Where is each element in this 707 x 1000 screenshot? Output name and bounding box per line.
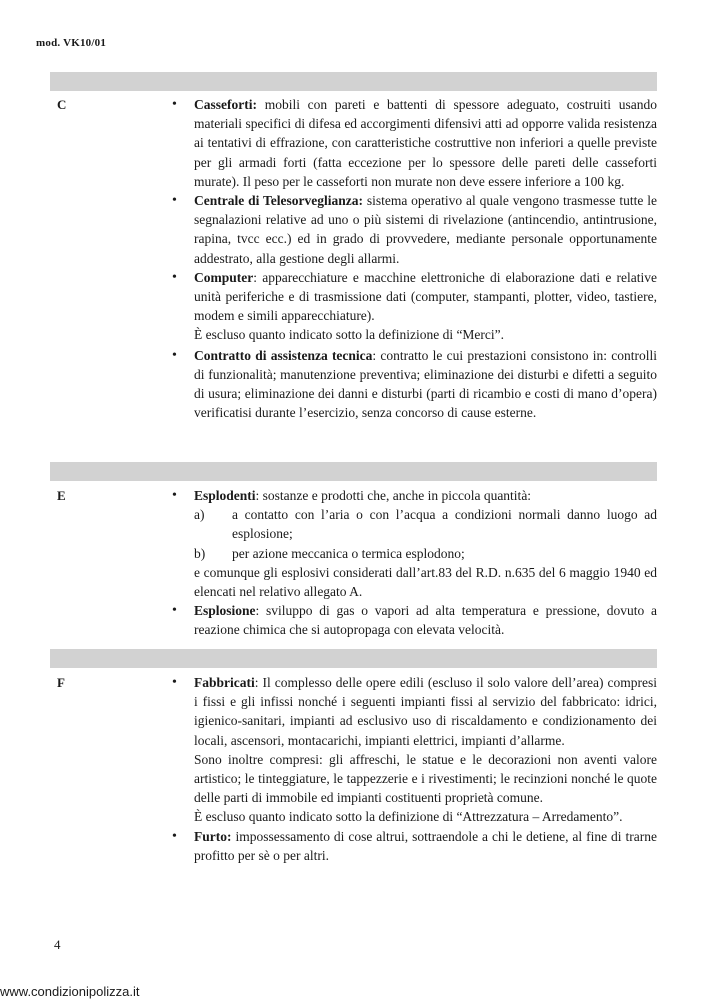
definition-text: : sostanze e prodotti che, anche in piccola quantità: (255, 488, 532, 503)
bullet-icon: • (172, 269, 177, 285)
definition-text: : sviluppo di gas o vapori ad alta temperatura e pressione, dovuto a reazione chimica che si autopropaga con elevata velocità. (194, 603, 657, 638)
definition-term: Esplosione (194, 603, 256, 619)
definition-text: : Il complesso delle opere edili (escluso il solo valore dell’area) compresi i fissi e gli infissi nonché i seguenti impianti fissi al servizio del fabbricato: idrici, igienico-sanitari, impianti ad esclusivo uso di riscaldamento e condizionamento dei locali, ascensori, montacarichi, impianti elettrici, impianti d’allarme. (194, 675, 657, 748)
section-c-entries (172, 95, 657, 422)
page-number: 4 (54, 937, 61, 952)
bullet-icon: • (172, 193, 177, 209)
section-e-entries (172, 486, 657, 640)
definition-text: sistema operativo al quale vengono trasmesse tutte le segnalazioni relative ad uno o più sistemi di rivelazione (antincendio, antintrusione, rapina, tvcc ecc.) ed in grado di provvedere, mediante personale opportunamente addestrato, alla gestione degli allarmi. (194, 193, 657, 266)
subitem-label: b) (194, 545, 206, 561)
subitem-text: a contatto con l’aria o con l’acqua a condizioni normali danno luogo ad esplosione; (232, 507, 657, 542)
section-e-band (50, 462, 657, 481)
definition-entry (172, 268, 657, 345)
section-f-band (50, 649, 657, 668)
definition-entry (172, 191, 657, 268)
bullet-icon: • (172, 347, 177, 363)
definition-subitem (194, 505, 657, 543)
model-code: mod. VK10/01 (36, 37, 107, 49)
definition-text: mobili con pareti e battenti di spessore adeguato, costruiti usando materiali specifici di difesa ed accorgimenti difensivi atti ad opporre valida resistenza ai tentativi di effrazione, con caratteristiche costruttive non inferiori a quelle previste per gli armadi forti (fatta eccezione per lo spessore delle pareti delle casseforti murate). Il peso per le casseforti non murate non deve essere inferiore a 100 kg. (194, 97, 657, 189)
site-watermark: www.condizionipolizza.it (0, 984, 140, 999)
definition-entry (172, 827, 657, 865)
section-c-letter: C (57, 97, 67, 112)
bullet-icon: • (172, 828, 177, 844)
section-f-entries (172, 673, 657, 865)
definition-term: Fabbricati (194, 675, 255, 690)
section-c-band (50, 72, 657, 91)
definition-note: È escluso quanto indicato sotto la definizione di “Attrezzatura – Arredamento”. (194, 809, 623, 825)
definition-text: : contratto le cui prestazioni consistono in: controlli di funzionalità; manutenzione preventiva; eliminazione dei disturbi e difetti a seguito di usura; eliminazione dei danni e disturbi (parti di ricambio e costi di mano d’opera) verificatisi durante l’esercizio, senza concorso di cause esterne. (194, 347, 657, 421)
definition-entry (172, 486, 657, 601)
bullet-icon: • (172, 603, 177, 619)
definition-term: Contratto di assistenza tecnica (194, 347, 373, 363)
section-f-letter: F (57, 675, 65, 690)
definition-term: Furto: (194, 828, 232, 844)
definition-entry (172, 673, 657, 827)
definition-entry (172, 601, 657, 639)
bullet-icon: • (172, 488, 177, 503)
definition-subitem (194, 544, 657, 563)
subitem-label: a) (194, 507, 205, 523)
definition-entry (172, 95, 657, 191)
definition-term: Computer (194, 269, 254, 285)
bullet-icon: • (172, 97, 177, 112)
definition-entry (172, 346, 657, 423)
definition-text: impossessamento di cose altrui, sottraendole a chi le detiene, al fine di trarne profitto per sè o per altri. (194, 828, 657, 863)
definition-term: Casseforti: (194, 97, 257, 112)
definition-note: Sono inoltre compresi: gli affreschi, le statue e le decorazioni non aventi valore artistico; le tinteggiature, le tappezzerie e i rivestimenti; le recinzioni nonché le quote delle parti di immobile ed impianti costituenti proprietà comune. (194, 751, 657, 806)
definition-term: Centrale di Telesorveglianza: (194, 193, 363, 209)
bullet-icon: • (172, 675, 177, 690)
subitem-text: per azione meccanica o termica esplodono; (232, 545, 465, 561)
section-e-letter: E (57, 488, 66, 503)
definition-term: Esplodenti (194, 488, 256, 503)
definition-note: È escluso quanto indicato sotto la definizione di “Merci”. (194, 327, 505, 343)
definition-text: : apparecchiature e macchine elettroniche di elaborazione dati e relative unità periferiche e di trasmissione dati (computer, stampanti, plotter, video, tastiere, modem e simili apparecchiature). (194, 269, 657, 324)
definition-note: e comunque gli esplosivi considerati dall’art.83 del R.D. n.635 del 6 maggio 1940 ed elencati nel relativo allegato A. (194, 564, 657, 600)
